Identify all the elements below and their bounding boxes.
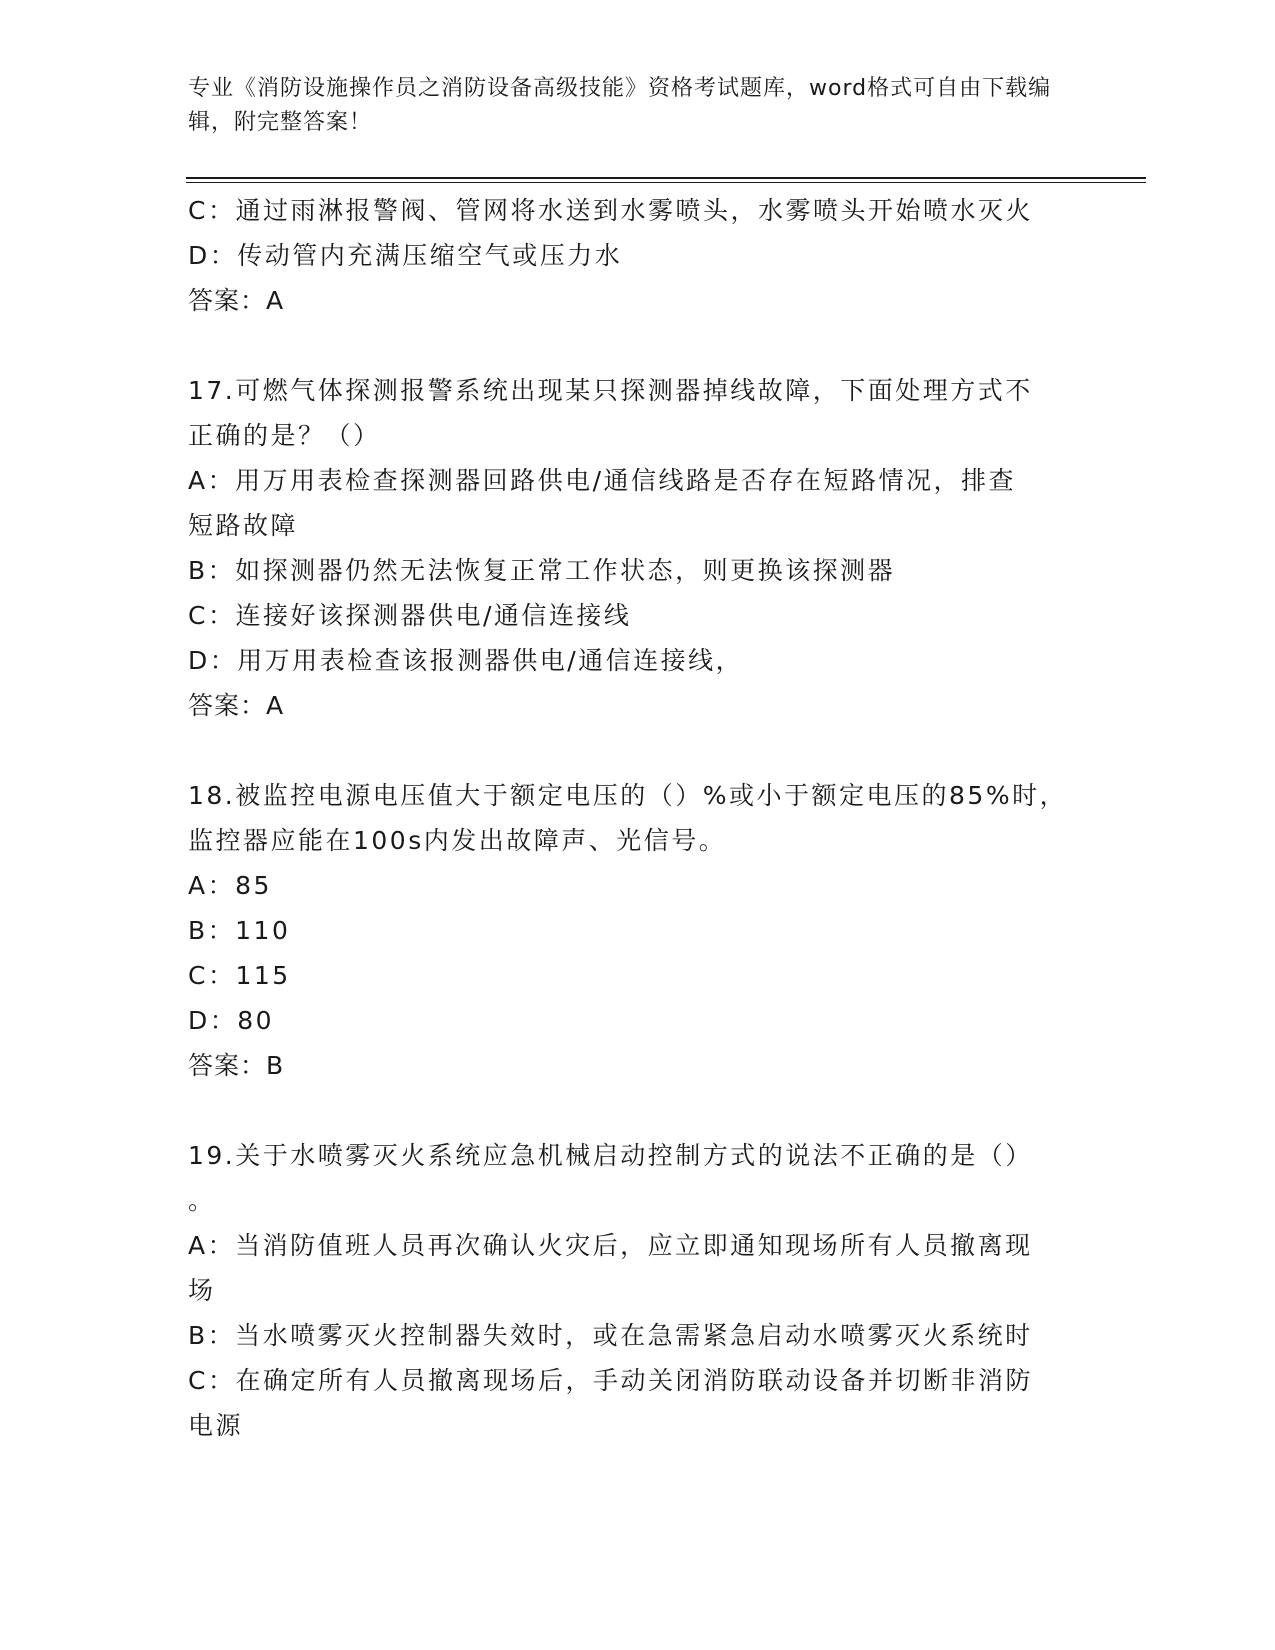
option-c: C：115 [188,961,291,990]
option-a: A：85 [188,871,272,900]
document-header: 专业《消防设施操作员之消防设备高级技能》资格考试题库，word格式可自由下载编辑，附完整答案！ [188,76,1052,135]
question-stem: 17.可燃气体探测报警系统出现某只探测器掉线故障，下面处理方式不 [188,376,1033,405]
option-c-cont: 电源 [188,1411,244,1440]
question-18 [188,773,1068,1088]
option-d: D：80 [188,1006,275,1035]
answer-line: 答案：B [188,1051,285,1080]
question-17 [188,368,1068,728]
answer-line: 答案：A [188,691,285,720]
question-stem: 19.关于水喷雾灭火系统应急机械启动控制方式的说法不正确的是（） [188,1141,1033,1170]
option-c: C：连接好该探测器供电/通信连接线 [188,601,632,630]
question-19 [188,1133,1068,1448]
question-stem-cont: 。 [188,1186,216,1215]
spacer [188,728,1068,773]
question-list [188,188,1068,1448]
option-a-cont: 短路故障 [188,511,299,540]
option-d: D：用万用表检查该报测器供电/通信连接线， [188,646,744,675]
option-a: A：用万用表检查探测器回路供电/通信线路是否存在短路情况，排查 [188,466,1017,495]
option-c: C：通过雨淋报警阀、管网将水送到水雾喷头，水雾喷头开始喷水灭火 [188,196,1033,225]
question-16-tail [188,188,1068,323]
option-a: A：当消防值班人员再次确认火灾后，应立即通知现场所有人员撤离现 [188,1231,1033,1260]
header-rule-thick [186,177,1146,179]
spacer [188,323,1068,368]
answer-line: 答案：A [188,286,285,315]
option-b: B：110 [188,916,291,945]
question-stem-cont: 监控器应能在100s内发出故障声、光信号。 [188,826,727,855]
option-d: D：传动管内充满压缩空气或压力水 [188,241,623,270]
option-c: C：在确定所有人员撤离现场后，手动关闭消防联动设备并切断非消防 [188,1366,1033,1395]
header-rule-thin [186,182,1146,183]
spacer [188,1088,1068,1133]
question-stem-cont: 正确的是？（） [188,421,381,450]
question-stem: 18.被监控电源电压值大于额定电压的（）%或小于额定电压的85%时， [188,781,1068,810]
option-b: B：如探测器仍然无法恢复正常工作状态，则更换该探测器 [188,556,896,585]
option-b: B：当水喷雾灭火控制器失效时，或在急需紧急启动水喷雾灭火系统时 [188,1321,1033,1350]
option-a-cont: 场 [188,1276,216,1305]
